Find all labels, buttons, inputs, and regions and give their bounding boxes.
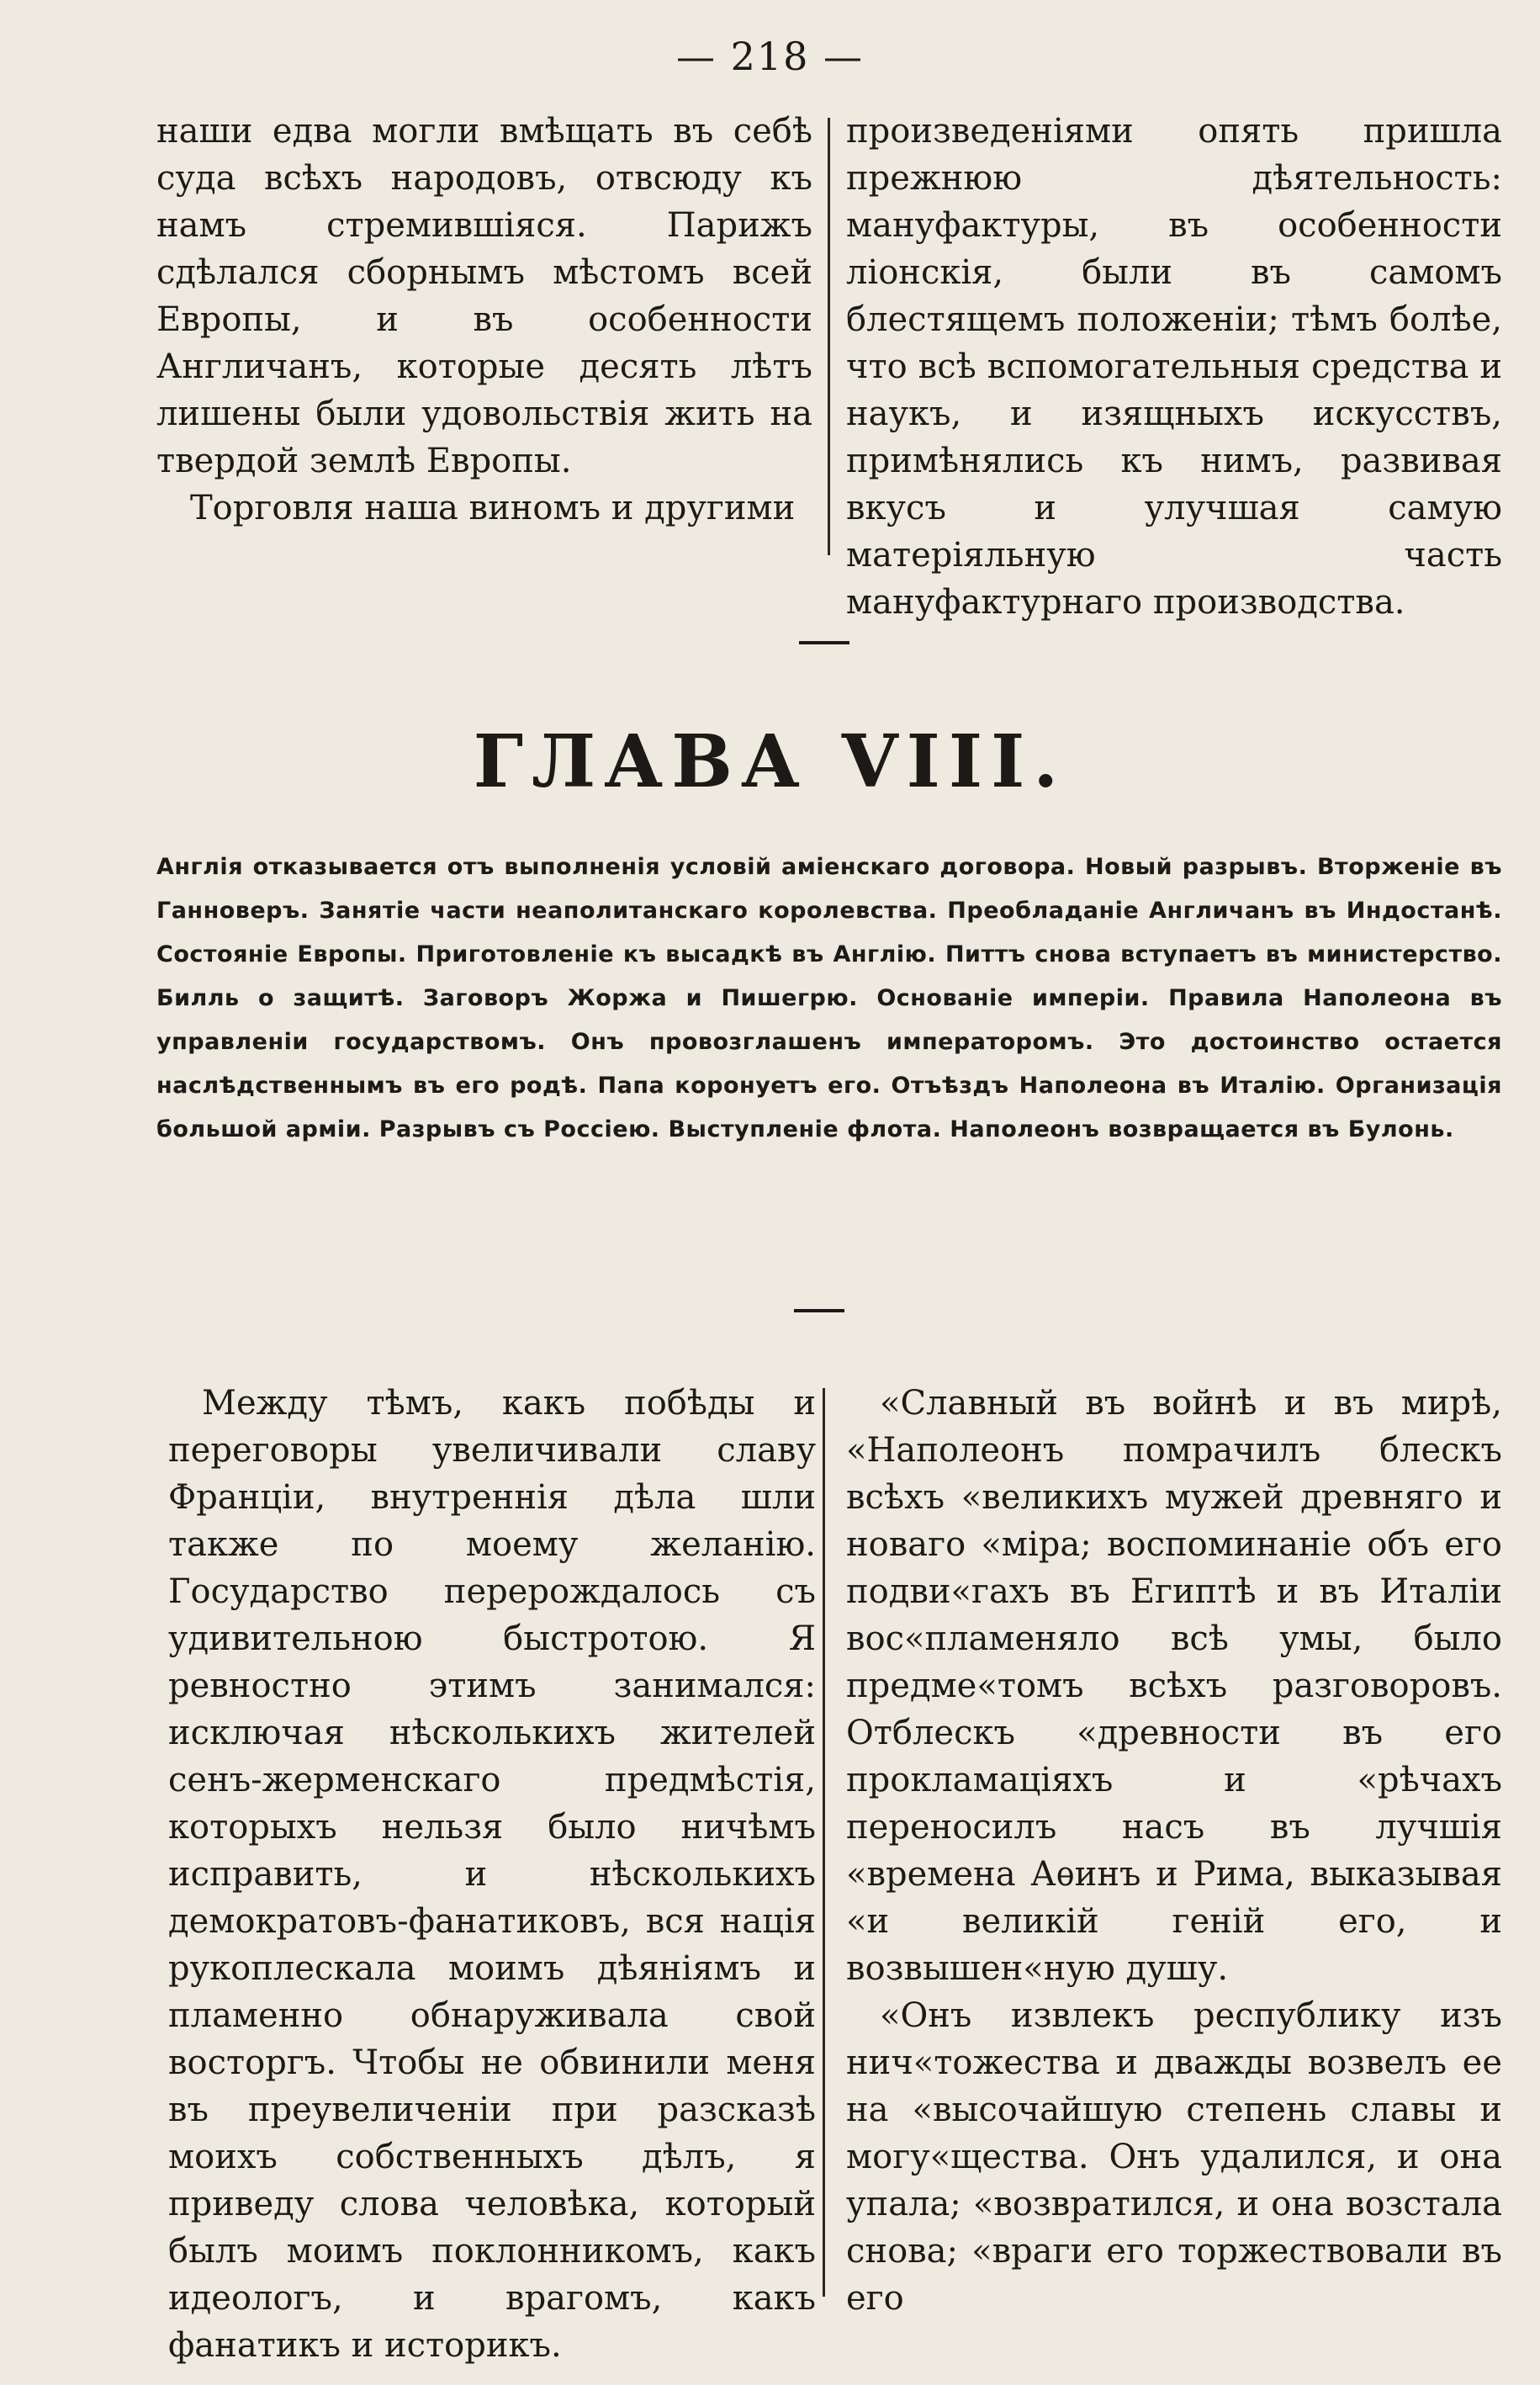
paragraph: Торговля наша виномъ и другими xyxy=(190,489,796,527)
paragraph: «Онъ извлекъ республику изъ нич«тожества и дважды возвелъ ее на «высочайшую степень славы и могу«щества. Онъ удалился, и она упала; «возвратился, и она возстала снова; «враги его торжествовали въ его xyxy=(846,1996,1502,2318)
chapter-title: ГЛАВА VIII. xyxy=(473,719,1067,804)
page-number: — 218 — xyxy=(675,34,865,79)
paragraph: наши едва могли вмѣщать въ себѣ суда всѣхъ народовъ, отвсюду къ намъ стремившіяся. Парижъ сдѣлался сборнымъ мѣстомъ всей Европы, и въ особенности Англичанъ, которые десять лѣтъ лишены были удовольствія жить на твердой землѣ Европы. xyxy=(156,112,812,480)
section-dash xyxy=(799,641,849,644)
paragraph: Между тѣмъ, какъ побѣды и переговоры увеличивали славу Франціи, внутреннія дѣла шли также по моему желанію. Государство перерождалось съ удивительною быстротою. Я ревностно этимъ занимался: исключая нѣсколькихъ жителей сенъ-жерменскаго предмѣстія, которыхъ нельзя было ничѣмъ исправить, и нѣсколькихъ демократовъ-фанатиковъ, вся нація рукоплескала моимъ дѣяніямъ и пламенно обнаруживала свой восторгъ. Чтобы не обвинили меня въ преувеличеніи при разсказѣ моихъ собственныхъ дѣлъ, я приведу слова человѣка, который былъ моимъ поклонникомъ, какъ идеологъ, и врагомъ, какъ фанатикъ и историкъ. xyxy=(168,1384,816,2365)
bottom-right-column xyxy=(846,1380,1502,2322)
column-divider xyxy=(828,118,830,555)
column-divider xyxy=(823,1388,825,2297)
top-right-column xyxy=(846,108,1502,626)
paragraph: произведеніями опять пришла прежнюю дѣятельность: мануфактуры, въ особенности ліонскія, были въ самомъ блестящемъ положеніи; тѣмъ болѣе, что всѣ вспомогательныя средства и наукъ, и изящныхъ искусствъ, примѣнялись къ нимъ, развивая вкусъ и улучшая самую матеріяльную часть мануфактурнаго производства. xyxy=(846,112,1502,622)
bottom-left-column xyxy=(168,1380,816,2369)
section-dash xyxy=(794,1309,844,1312)
paragraph: «Славный въ войнѣ и въ мирѣ, «Наполеонъ помрачилъ блескъ всѣхъ «великихъ мужей древняго и новаго «міра; воспоминаніе объ его подви«гахъ въ Египтѣ и въ Италіи вос«пламеняло всѣ умы, было предме«томъ всѣхъ разговоровъ. Отблескъ «древности въ его прокламаціяхъ и «рѣчахъ переносилъ насъ въ лучшія «времена Аѳинъ и Рима, выказывая «и великій геній его, и возвышен«ную душу. xyxy=(846,1384,1502,1988)
chapter-summary: Англія отказывается отъ выполненія условій аміенскаго договора. Новый разрывъ. Вторженіе въ Ганноверъ. Занятіе части неаполитанскаго королевства. Преобладаніе Англичанъ въ Индостанѣ. Состояніе Европы. Приготовленіе къ высадкѣ въ Англію. Питтъ снова вступаетъ въ министерство. Билль о защитѣ. Заговоръ Жоржа и Пишегрю. Основаніе имперіи. Правила Наполеона въ управленіи государствомъ. Онъ провозглашенъ императоромъ. Это достоинство остается наслѣдственнымъ въ его родѣ. Папа коронуетъ его. Отъѣздъ Наполеона въ Италію. Организація большой арміи. Разрывъ съ Россіею. Выступленіе флота. Наполеонъ возвращается въ Булонь. xyxy=(156,854,1502,1142)
top-left-column xyxy=(156,108,812,532)
